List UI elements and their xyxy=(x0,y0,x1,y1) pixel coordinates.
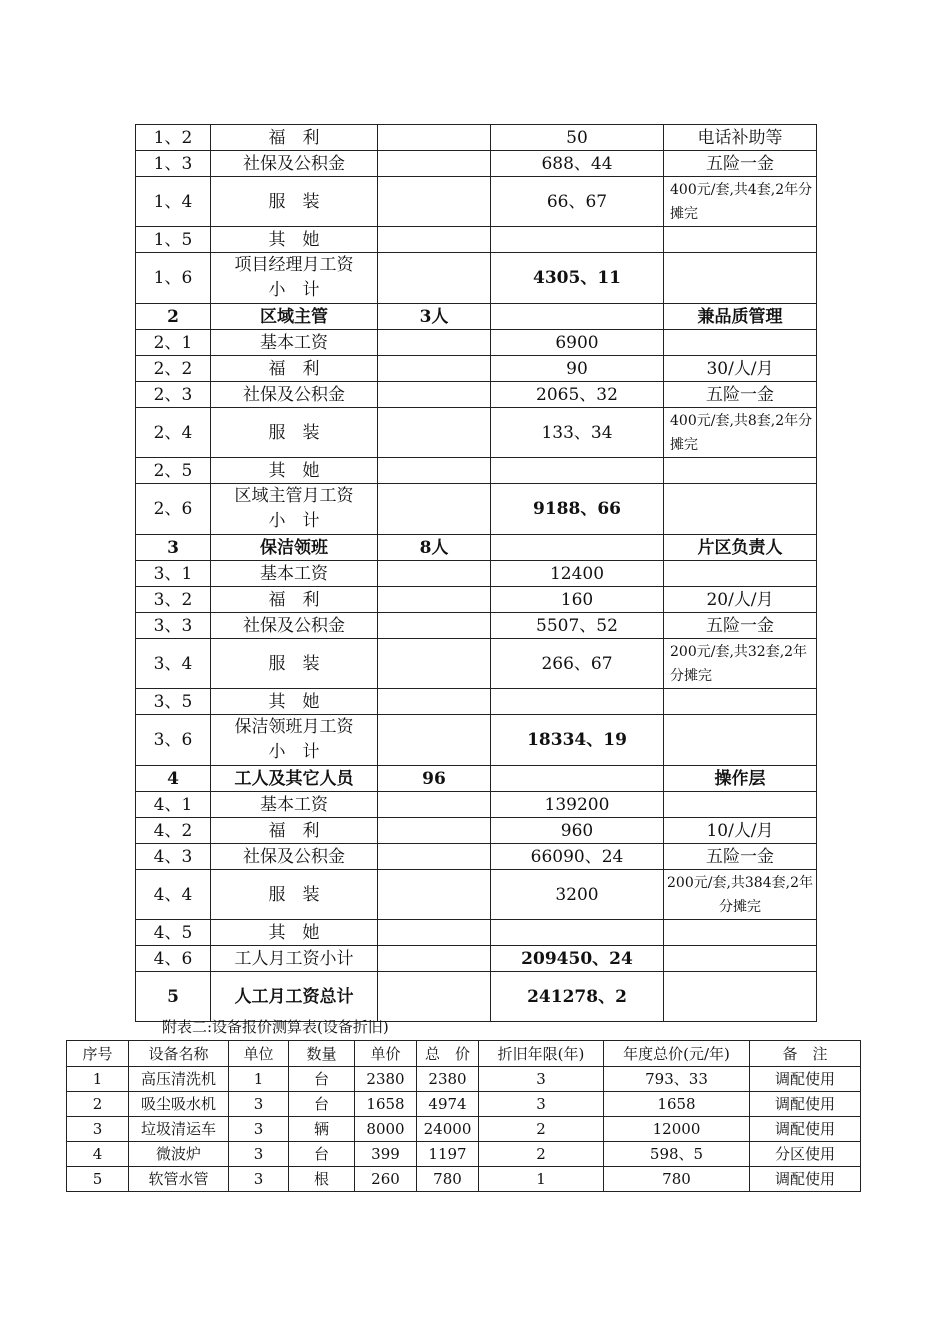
quantity: 3人 xyxy=(378,304,491,330)
table-cell: 1 xyxy=(479,1167,604,1192)
row-number: 2、5 xyxy=(136,458,211,484)
row-number: 3、4 xyxy=(136,639,211,689)
row-number: 3 xyxy=(136,535,211,561)
amount xyxy=(491,304,664,330)
table-cell: 598、5 xyxy=(604,1142,750,1167)
column-header: 序号 xyxy=(67,1041,129,1067)
table-cell: 3 xyxy=(67,1117,129,1142)
table-cell: 调配使用 xyxy=(750,1067,861,1092)
quantity xyxy=(378,870,491,920)
table-row xyxy=(136,639,817,689)
item-name: 保洁领班 xyxy=(211,535,378,561)
quantity xyxy=(378,920,491,946)
row-number: 2、1 xyxy=(136,330,211,356)
table-row xyxy=(136,227,817,253)
note: 五险一金 xyxy=(664,613,817,639)
item-name: 基本工资 xyxy=(211,330,378,356)
quantity xyxy=(378,151,491,177)
column-header: 设备名称 xyxy=(129,1041,229,1067)
table-cell: 1197 xyxy=(417,1142,479,1167)
note: 五险一金 xyxy=(664,151,817,177)
item-name-line1: 保洁领班月工资 xyxy=(234,717,354,737)
note xyxy=(664,689,817,715)
table-cell: 1658 xyxy=(604,1092,750,1117)
table-cell: 根 xyxy=(289,1167,355,1192)
table-row xyxy=(136,689,817,715)
table-cell: 3 xyxy=(229,1092,289,1117)
table-cell: 260 xyxy=(355,1167,417,1192)
table-cell: 软管水管 xyxy=(129,1167,229,1192)
table-cell: 吸尘吸水机 xyxy=(129,1092,229,1117)
quantity xyxy=(378,818,491,844)
amount: 160 xyxy=(491,587,664,613)
row-number: 1、5 xyxy=(136,227,211,253)
item-name: 其 她 xyxy=(211,920,378,946)
note: 30/人/月 xyxy=(664,356,817,382)
table-cell: 垃圾清运车 xyxy=(129,1117,229,1142)
item-name: 福 利 xyxy=(211,587,378,613)
item-name-line1: 区域主管月工资 xyxy=(234,486,354,506)
table-row xyxy=(136,561,817,587)
table-row xyxy=(67,1067,861,1092)
table-cell: 793、33 xyxy=(604,1067,750,1092)
table-cell: 4 xyxy=(67,1142,129,1167)
row-number: 2、6 xyxy=(136,484,211,535)
column-header: 备 注 xyxy=(750,1041,861,1067)
quantity xyxy=(378,408,491,458)
column-header: 单位 xyxy=(229,1041,289,1067)
table-row xyxy=(136,920,817,946)
note xyxy=(664,253,817,304)
table-row xyxy=(136,304,817,330)
table-row xyxy=(136,177,817,227)
item-name: 服 装 xyxy=(211,639,378,689)
item-name: 其 她 xyxy=(211,227,378,253)
table-cell: 3 xyxy=(479,1092,604,1117)
quantity xyxy=(378,613,491,639)
item-name: 社保及公积金 xyxy=(211,151,378,177)
item-name: 工人月工资小计 xyxy=(211,946,378,972)
amount: 266、67 xyxy=(491,639,664,689)
note: 五险一金 xyxy=(664,382,817,408)
item-name: 社保及公积金 xyxy=(211,613,378,639)
table-row xyxy=(67,1092,861,1117)
note: 10/人/月 xyxy=(664,818,817,844)
quantity xyxy=(378,330,491,356)
amount: 50 xyxy=(491,125,664,151)
table-cell: 1658 xyxy=(355,1092,417,1117)
amount: 2065、32 xyxy=(491,382,664,408)
item-name-line2: 小 计 xyxy=(268,742,320,762)
column-header: 总 价 xyxy=(417,1041,479,1067)
amount: 133、34 xyxy=(491,408,664,458)
table-row xyxy=(136,382,817,408)
amount: 688、44 xyxy=(491,151,664,177)
table-cell: 调配使用 xyxy=(750,1117,861,1142)
quantity xyxy=(378,458,491,484)
table-row xyxy=(136,946,817,972)
table-cell: 2 xyxy=(67,1092,129,1117)
quantity xyxy=(378,253,491,304)
table-cell: 台 xyxy=(289,1067,355,1092)
table-cell: 780 xyxy=(604,1167,750,1192)
quantity xyxy=(378,227,491,253)
table-cell: 1 xyxy=(67,1067,129,1092)
table-cell: 3 xyxy=(479,1067,604,1092)
table-row xyxy=(136,972,817,1022)
item-name: 福 利 xyxy=(211,125,378,151)
table-cell: 4974 xyxy=(417,1092,479,1117)
table-row xyxy=(136,356,817,382)
note xyxy=(664,920,817,946)
note xyxy=(664,330,817,356)
note: 片区负责人 xyxy=(664,535,817,561)
note xyxy=(664,792,817,818)
item-name: 福 利 xyxy=(211,818,378,844)
amount xyxy=(491,458,664,484)
note xyxy=(664,561,817,587)
row-number: 3、5 xyxy=(136,689,211,715)
table-cell: 12000 xyxy=(604,1117,750,1142)
table-cell: 24000 xyxy=(417,1117,479,1142)
quantity: 96 xyxy=(378,766,491,792)
quantity xyxy=(378,844,491,870)
item-name: 人工月工资总计 xyxy=(211,972,378,1022)
equipment-table-caption: 附表二:设备报价测算表(设备折旧) xyxy=(162,1018,389,1036)
table-cell: 399 xyxy=(355,1142,417,1167)
note xyxy=(664,946,817,972)
note: 200元/套,共32套,2年分摊完 xyxy=(664,639,817,689)
quantity xyxy=(378,382,491,408)
table-row xyxy=(136,844,817,870)
quantity: 8人 xyxy=(378,535,491,561)
row-number: 1、6 xyxy=(136,253,211,304)
row-number: 2 xyxy=(136,304,211,330)
row-number: 4 xyxy=(136,766,211,792)
amount xyxy=(491,766,664,792)
table-cell: 台 xyxy=(289,1092,355,1117)
item-name-line1: 项目经理月工资 xyxy=(234,255,354,275)
amount: 18334、19 xyxy=(491,715,664,766)
amount: 241278、2 xyxy=(491,972,664,1022)
item-name xyxy=(211,715,378,766)
equipment-table xyxy=(66,1040,861,1192)
quantity xyxy=(378,715,491,766)
table-row xyxy=(136,125,817,151)
row-number: 4、6 xyxy=(136,946,211,972)
amount: 66、67 xyxy=(491,177,664,227)
row-number: 5 xyxy=(136,972,211,1022)
table-cell: 2 xyxy=(479,1117,604,1142)
row-number: 2、3 xyxy=(136,382,211,408)
note: 400元/套,共4套,2年分摊完 xyxy=(664,177,817,227)
column-header: 数量 xyxy=(289,1041,355,1067)
table-row xyxy=(67,1117,861,1142)
row-number: 1、4 xyxy=(136,177,211,227)
note: 400元/套,共8套,2年分摊完 xyxy=(664,408,817,458)
row-number: 4、1 xyxy=(136,792,211,818)
quantity xyxy=(378,177,491,227)
quantity xyxy=(378,946,491,972)
quantity xyxy=(378,587,491,613)
column-header: 折旧年限(年) xyxy=(479,1041,604,1067)
salary-table xyxy=(135,124,817,1022)
row-number: 3、2 xyxy=(136,587,211,613)
table-row xyxy=(136,408,817,458)
table-cell: 2 xyxy=(479,1142,604,1167)
table-cell: 1 xyxy=(229,1067,289,1092)
note: 操作层 xyxy=(664,766,817,792)
table-row xyxy=(136,818,817,844)
item-name xyxy=(211,484,378,535)
amount: 960 xyxy=(491,818,664,844)
amount: 4305、11 xyxy=(491,253,664,304)
table-row xyxy=(136,766,817,792)
table-row xyxy=(136,792,817,818)
item-name: 其 她 xyxy=(211,689,378,715)
item-name: 工人及其它人员 xyxy=(211,766,378,792)
item-name: 福 利 xyxy=(211,356,378,382)
item-name: 基本工资 xyxy=(211,561,378,587)
table-row xyxy=(136,458,817,484)
amount: 209450、24 xyxy=(491,946,664,972)
table-cell: 台 xyxy=(289,1142,355,1167)
row-number: 4、3 xyxy=(136,844,211,870)
item-name: 其 她 xyxy=(211,458,378,484)
table-row xyxy=(136,253,817,304)
amount xyxy=(491,920,664,946)
table-row xyxy=(136,330,817,356)
note xyxy=(664,484,817,535)
table-row xyxy=(136,151,817,177)
item-name: 服 装 xyxy=(211,177,378,227)
amount: 3200 xyxy=(491,870,664,920)
note: 兼品质管理 xyxy=(664,304,817,330)
row-number: 3、3 xyxy=(136,613,211,639)
table-row xyxy=(136,870,817,920)
amount: 66090、24 xyxy=(491,844,664,870)
row-number: 3、1 xyxy=(136,561,211,587)
quantity xyxy=(378,689,491,715)
note: 200元/套,共384套,2年分摊完 xyxy=(664,870,817,920)
note: 电话补助等 xyxy=(664,125,817,151)
amount xyxy=(491,535,664,561)
table-row xyxy=(136,715,817,766)
item-name-line2: 小 计 xyxy=(268,511,320,531)
table-cell: 2380 xyxy=(355,1067,417,1092)
quantity xyxy=(378,639,491,689)
note: 20/人/月 xyxy=(664,587,817,613)
note xyxy=(664,458,817,484)
item-name-line2: 小 计 xyxy=(268,280,320,300)
item-name: 社保及公积金 xyxy=(211,382,378,408)
row-number: 4、4 xyxy=(136,870,211,920)
table-row xyxy=(136,587,817,613)
table-row xyxy=(67,1142,861,1167)
table-cell: 780 xyxy=(417,1167,479,1192)
table-row xyxy=(136,535,817,561)
quantity xyxy=(378,484,491,535)
column-header: 年度总价(元/年) xyxy=(604,1041,750,1067)
table-cell: 2380 xyxy=(417,1067,479,1092)
item-name: 服 装 xyxy=(211,870,378,920)
table-cell: 5 xyxy=(67,1167,129,1192)
table-row xyxy=(136,613,817,639)
table-cell: 辆 xyxy=(289,1117,355,1142)
amount xyxy=(491,689,664,715)
table-cell: 3 xyxy=(229,1117,289,1142)
row-number: 4、2 xyxy=(136,818,211,844)
amount xyxy=(491,227,664,253)
table-cell: 3 xyxy=(229,1167,289,1192)
note xyxy=(664,972,817,1022)
quantity xyxy=(378,125,491,151)
table-cell: 3 xyxy=(229,1142,289,1167)
table-row xyxy=(67,1167,861,1192)
table-cell: 分区使用 xyxy=(750,1142,861,1167)
note xyxy=(664,715,817,766)
table-cell: 调配使用 xyxy=(750,1092,861,1117)
column-header: 单价 xyxy=(355,1041,417,1067)
item-name: 区域主管 xyxy=(211,304,378,330)
header-row xyxy=(67,1041,861,1067)
row-number: 1、3 xyxy=(136,151,211,177)
row-number: 4、5 xyxy=(136,920,211,946)
note: 五险一金 xyxy=(664,844,817,870)
amount: 9188、66 xyxy=(491,484,664,535)
table-cell: 微波炉 xyxy=(129,1142,229,1167)
item-name: 服 装 xyxy=(211,408,378,458)
row-number: 2、2 xyxy=(136,356,211,382)
item-name: 社保及公积金 xyxy=(211,844,378,870)
item-name: 基本工资 xyxy=(211,792,378,818)
amount: 12400 xyxy=(491,561,664,587)
table-cell: 调配使用 xyxy=(750,1167,861,1192)
row-number: 3、6 xyxy=(136,715,211,766)
amount: 90 xyxy=(491,356,664,382)
item-name xyxy=(211,253,378,304)
table-cell: 8000 xyxy=(355,1117,417,1142)
quantity xyxy=(378,356,491,382)
amount: 6900 xyxy=(491,330,664,356)
note xyxy=(664,227,817,253)
row-number: 1、2 xyxy=(136,125,211,151)
amount: 5507、52 xyxy=(491,613,664,639)
quantity xyxy=(378,561,491,587)
row-number: 2、4 xyxy=(136,408,211,458)
quantity xyxy=(378,972,491,1022)
table-cell: 高压清洗机 xyxy=(129,1067,229,1092)
amount: 139200 xyxy=(491,792,664,818)
quantity xyxy=(378,792,491,818)
table-row xyxy=(136,484,817,535)
